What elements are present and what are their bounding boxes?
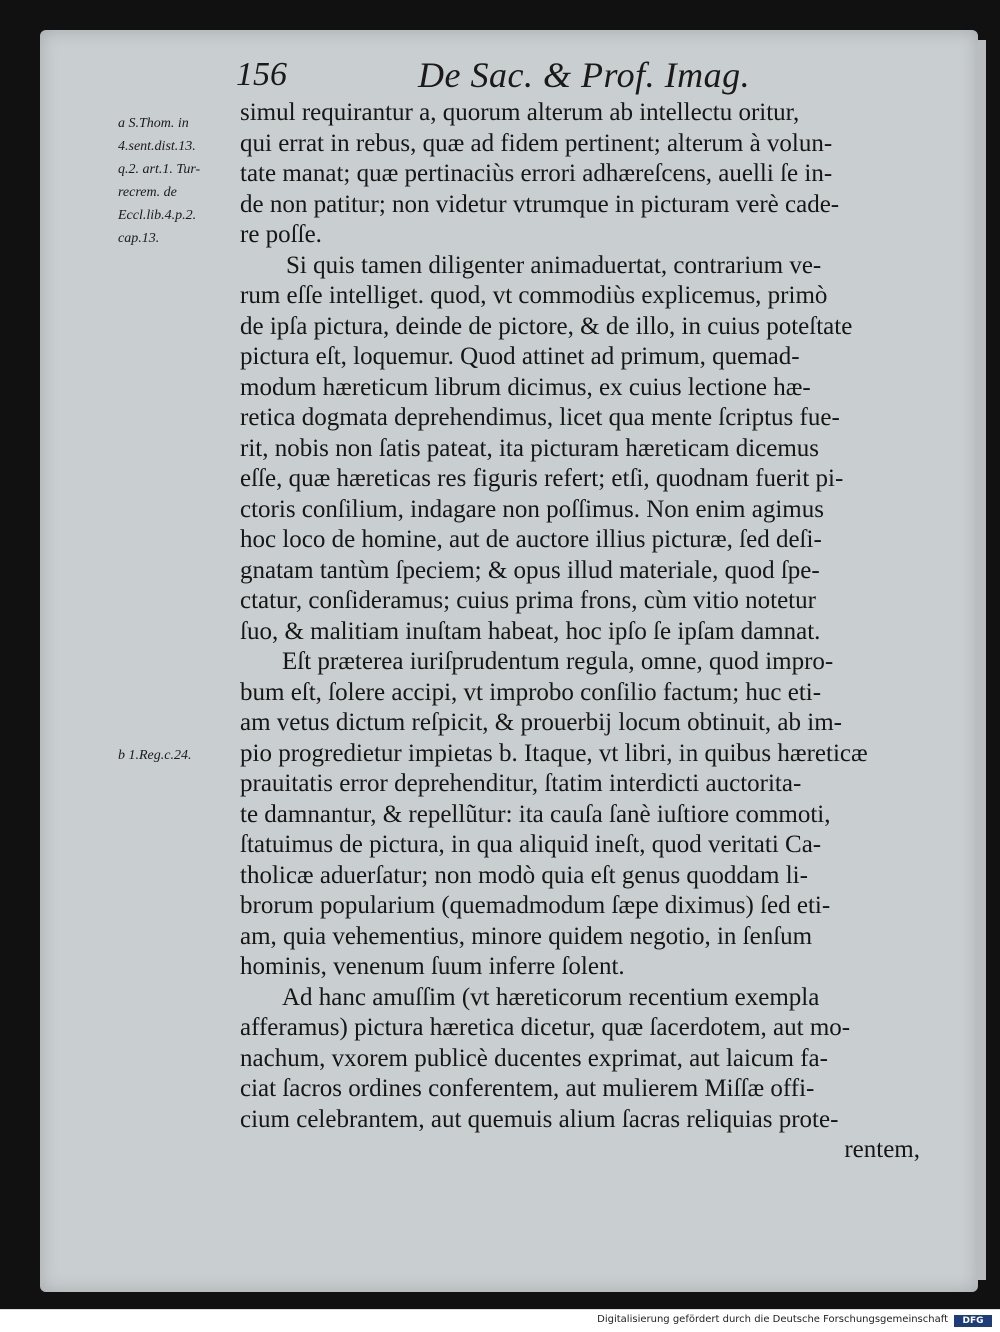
footer-credit: Digitalisierung gefördert durch die Deutsche Forschungsgemeinschaft xyxy=(597,1314,948,1325)
text-line: bum eſt, ſolere accipi, vt improbo conſilio factum; huc eti- xyxy=(240,678,822,706)
text-line: ciat ſacros ordines conferentem, aut mulierem Miſſæ offi- xyxy=(240,1075,815,1102)
margin-note-line: recrem. de xyxy=(118,185,177,200)
text-line: afferamus) pictura hæretica dicetur, quæ ſacerdotem, aut mo- xyxy=(240,1014,851,1041)
body-text xyxy=(240,98,920,1166)
margin-note-line: 4.sent.dist.13. xyxy=(118,139,196,154)
text-line: ſuo, & malitiam inuſtam habeat, hoc ipſo ſe ipſam damnat. xyxy=(240,617,821,645)
text-line: cium celebrantem, aut quemuis alium ſacras reliquias prote- xyxy=(240,1105,839,1133)
margin-note-line: cap.13. xyxy=(118,231,160,246)
margin-note-a xyxy=(118,112,236,250)
dfg-logo-icon: DFG xyxy=(954,1315,992,1327)
text-line: te damnantur, & repellũtur: ita cauſa ſanè iuſtiore commoti, xyxy=(240,800,831,828)
margin-note-line: Eccl.lib.4.p.2. xyxy=(118,208,197,223)
text-line: modum hæreticum librum dicimus, ex cuius lectione hæ- xyxy=(240,373,811,401)
text-line: prauitatis error deprehenditur, ſtatim interdicti auctorita- xyxy=(240,770,802,797)
text-line: ctatur, conſideramus; cuius prima frons, cùm vitio notetur xyxy=(240,587,816,614)
text-line: qui errat in rebus, quæ ad fidem pertinent; alterum à volun- xyxy=(240,129,833,157)
text-line: de non patitur; non videtur vtrumque in picturam verè cade- xyxy=(240,190,840,218)
text-line: tate manat; quæ pertinaciùs errori adhæreſcens, auelli ſe in- xyxy=(240,160,833,187)
text-line: tholicæ aduerſatur; non modò quia eſt genus quoddam li- xyxy=(240,861,808,889)
catchword: rentem, xyxy=(844,1136,920,1163)
text-line: hoc loco de homine, aut de auctore illius picturæ, ſed deſi- xyxy=(240,526,822,553)
text-line: eſſe, quæ hæreticas res figuris refert; etſi, quodnam fuerit pi- xyxy=(240,465,844,492)
text-line: re poſſe. xyxy=(240,221,322,248)
text-line: simul requirantur a, quorum alterum ab intellectu oritur, xyxy=(240,99,800,126)
text-line: hominis, venenum ſuum inferre ſolent. xyxy=(240,953,625,980)
text-line: brorum popularium (quemadmodum ſæpe diximus) ſed eti- xyxy=(240,892,831,919)
margin-note-line: a S.Thom. in xyxy=(118,116,189,131)
text-line: rit, nobis non ſatis pateat, ita picturam hæreticam dicemus xyxy=(240,434,820,462)
page-number: 156 xyxy=(236,56,287,93)
text-line: de ipſa pictura, deinde de pictore, & de illo, in cuius poteſtate xyxy=(240,312,853,340)
margin-note-line: b 1.Reg.c.24. xyxy=(118,748,192,763)
text-line: nachum, vxorem publicè ducentes exprimat, aut laicum fa- xyxy=(240,1044,828,1072)
text-line: am, quia vehementius, minore quidem negotio, in ſenſum xyxy=(240,922,813,950)
text-line: gnatam tantùm ſpeciem; & opus illud materiale, quod ſpe- xyxy=(240,556,820,584)
text-line: Si quis tamen diligenter animaduertat, contrarium ve- xyxy=(286,251,822,279)
text-line: Ad hanc amuſſim (vt hæreticorum recentium exempla xyxy=(282,983,820,1011)
text-line: Eſt præterea iuriſprudentum regula, omne, quod impro- xyxy=(282,648,834,675)
text-line: am vetus dictum reſpicit, & prouerbij locum obtinuit, ab im- xyxy=(240,709,842,736)
margin-note-b xyxy=(118,744,236,767)
text-line: rum eſſe intelliget. quod, vt commodiùs explicemus, primò xyxy=(240,282,828,309)
page-header xyxy=(236,52,936,102)
text-line: retica dogmata deprehendimus, licet qua mente ſcriptus fue- xyxy=(240,404,840,431)
text-line: pictura eſt, loquemur. Quod attinet ad primum, quemad- xyxy=(240,343,800,370)
text-line: ctoris conſilium, indagare non poſſimus. Non enim agimus xyxy=(240,495,824,523)
margin-note-line: q.2. art.1. Tur- xyxy=(118,162,201,177)
text-line: pio progredietur impietas b. Itaque, vt libri, in quibus hæreticæ xyxy=(240,739,868,767)
text-line: ſtatuimus de pictura, in qua aliquid ineſt, quod veritati Ca- xyxy=(240,831,822,858)
page-edge xyxy=(978,40,986,1280)
running-title: De Sac. & Prof. Imag. xyxy=(418,55,751,95)
digitization-footer xyxy=(0,1309,1000,1332)
